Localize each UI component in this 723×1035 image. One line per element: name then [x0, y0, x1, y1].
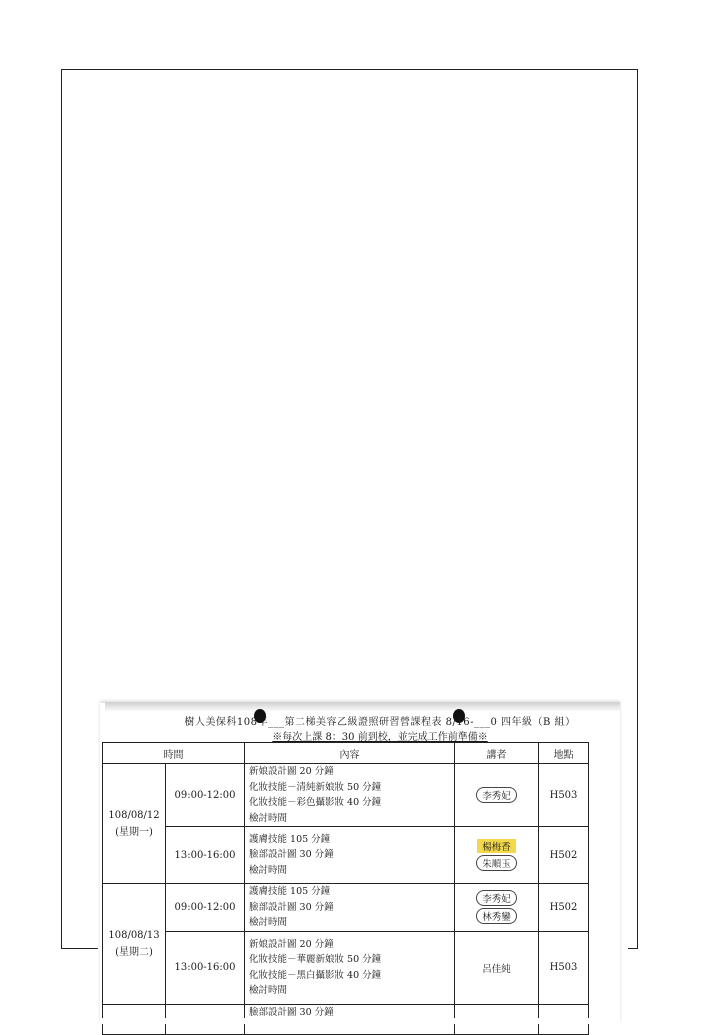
- content-line: 臉部設計圖 30 分鐘: [249, 1006, 334, 1018]
- content-line: 化妝技能－彩色攝影妝 40 分鐘: [249, 797, 382, 808]
- lecturer-signature: 李秀妃: [476, 890, 517, 906]
- header-time: 時間: [103, 743, 245, 764]
- header-lecturer: 講者: [455, 743, 539, 764]
- content-line: 檢討時間: [249, 985, 288, 996]
- weekday-label: (星期二): [115, 946, 153, 958]
- date-label: 108/08/13: [108, 929, 160, 941]
- table-row: [103, 931, 589, 1004]
- lecturer-cell: [455, 931, 539, 1004]
- lecturer-signature: 林秀鑾: [476, 908, 517, 924]
- content-cell: [245, 764, 455, 827]
- place-cell: H502: [539, 827, 589, 884]
- content-line: 護膚技能 105 分鐘: [249, 886, 331, 897]
- content-line: 檢討時間: [249, 864, 288, 876]
- schedule-title: 樹人美保科108年___第二梯美容乙級證照研習營課程表 8/16-___0 四年級（B 組）: [184, 717, 576, 728]
- lecturer-signature: 楊梅香: [477, 839, 516, 853]
- date-cell: [103, 884, 166, 1005]
- time-slot: 09:00-12:00: [166, 764, 245, 827]
- time-slot: 09:00-12:00: [166, 884, 245, 932]
- content-line: 化妝技能－華麗新娘妝 50 分鐘: [249, 954, 382, 965]
- content-line: 檢討時間: [249, 917, 288, 928]
- schedule-table: [102, 742, 589, 1035]
- table-header-row: [103, 743, 589, 764]
- table-row: [103, 764, 589, 827]
- paper-top-edge: [105, 702, 620, 712]
- lecturer-cell: [455, 764, 539, 827]
- time-slot: 13:00-16:00: [166, 931, 245, 1004]
- time-slot: 13:00-16:00: [166, 827, 245, 884]
- date-label: 108/08/12: [108, 809, 160, 821]
- content-line: 護膚技能 105 分鐘: [249, 833, 331, 845]
- lecturer-cell: [455, 827, 539, 884]
- content-line: 化妝技能－清純新娘妝 50 分鐘: [249, 781, 382, 793]
- lecturer-signature: 朱順玉: [476, 855, 517, 871]
- content-cell: [245, 884, 455, 932]
- weekday-label: (星期一): [115, 826, 153, 838]
- content-cell: [245, 931, 455, 1004]
- place-cell: H503: [539, 764, 589, 827]
- place-cell: H502: [539, 884, 589, 932]
- place-cell: H503: [539, 931, 589, 1004]
- image-bottom-edge: [100, 1018, 620, 1024]
- table-row: [103, 827, 589, 884]
- lecturer-signature: 呂佳純: [482, 963, 511, 975]
- content-cell: [245, 827, 455, 884]
- lecturer-cell: [455, 884, 539, 932]
- header-content: 內容: [245, 743, 455, 764]
- content-line: 新娘設計圖 20 分鐘: [249, 938, 334, 950]
- header-place: 地點: [539, 743, 589, 764]
- table-row: [103, 884, 589, 932]
- content-line: 臉部設計圖 30 分鐘: [249, 901, 334, 913]
- content-line: 新娘設計圖 20 分鐘: [249, 766, 334, 777]
- content-line: 檢討時間: [249, 812, 288, 824]
- lecturer-signature: 李秀妃: [476, 787, 517, 803]
- date-cell: [103, 764, 166, 884]
- content-line: 化妝技能－黑白攝影妝 40 分鐘: [249, 969, 382, 981]
- content-line: 臉部設計圖 30 分鐘: [249, 849, 334, 861]
- schedule-note: ※每次上課 8：30 前到校，並完成工作前準備※: [272, 732, 488, 743]
